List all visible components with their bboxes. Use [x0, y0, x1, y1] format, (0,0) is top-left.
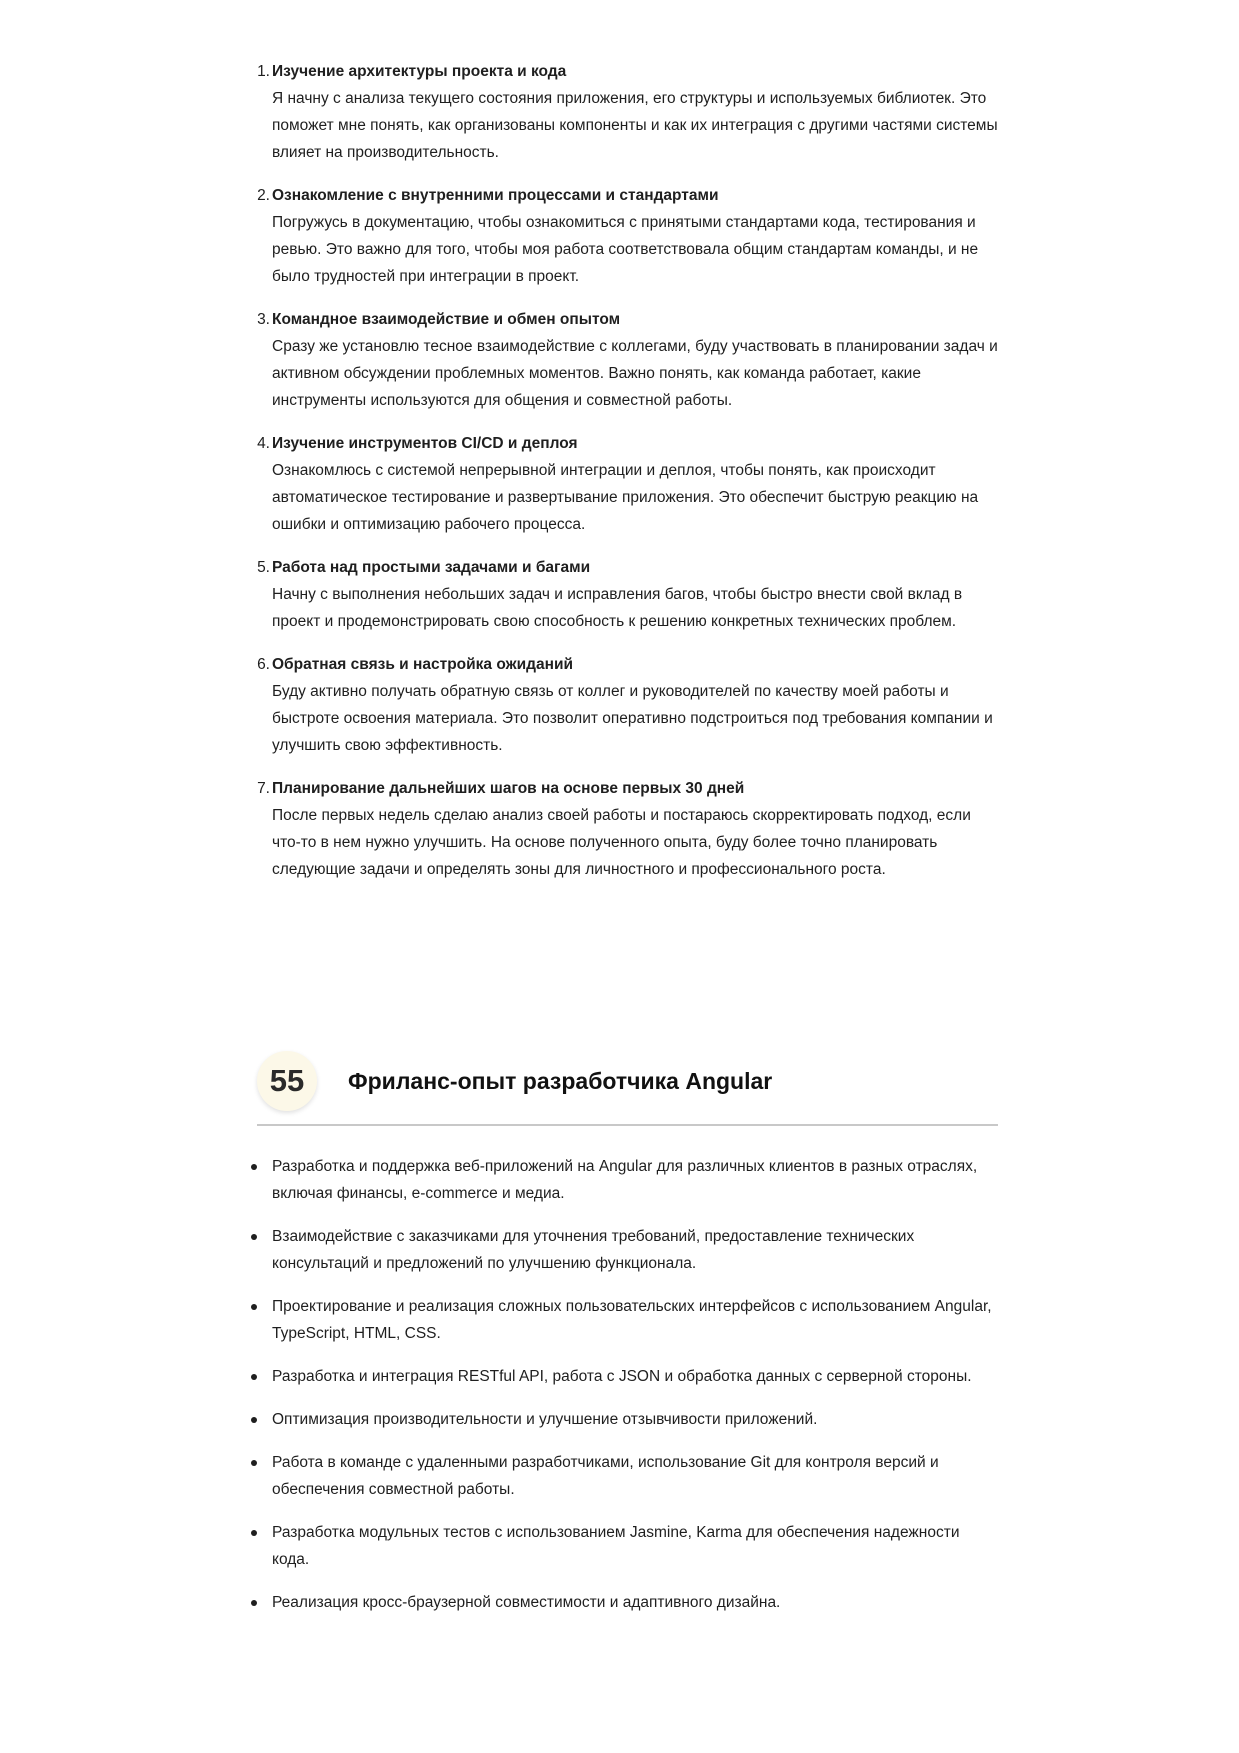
list-item	[272, 1153, 998, 1207]
list-item-title: Ознакомление с внутренними процессами и стандартами	[272, 187, 719, 204]
list-item-text: Разработка и интеграция RESTful API, работа с JSON и обработка данных с серверной стороны.	[272, 1368, 972, 1385]
list-item	[257, 306, 998, 414]
section-title: Фриланс-опыт разработчика Angular	[348, 1068, 773, 1094]
list-item-number: 2.	[257, 187, 270, 204]
bullet-icon	[251, 1417, 257, 1423]
list-item-text: Погружусь в документацию, чтобы ознакомиться с принятыми стандартами кода, тестирования и ревью. Это важно для того, чтобы моя работа соответствовала общим стандартам команды, и не было трудностей при интеграции в проект.	[272, 214, 979, 285]
list-item-text: Разработка модульных тестов с использованием Jasmine, Karma для обеспечения надежности кода.	[272, 1524, 960, 1568]
list-item-title: Обратная связь и настройка ожиданий	[272, 656, 574, 673]
bullet-icon	[251, 1304, 257, 1310]
list-item-number: 1.	[257, 63, 270, 80]
list-item-text: Разработка и поддержка веб-приложений на Angular для различных клиентов в разных отраслях, включая финансы, e-commerce и медиа.	[272, 1158, 978, 1202]
list-item-number: 7.	[257, 780, 270, 797]
list-item-number: 4.	[257, 435, 270, 452]
bullet-icon	[251, 1374, 257, 1380]
bullet-icon	[251, 1164, 257, 1170]
list-item-text: Начну с выполнения небольших задач и исправления багов, чтобы быстро внести свой вклад в проект и продемонстрировать свою способность к решению конкретных технических проблем.	[272, 586, 963, 630]
freelance-experience-list	[272, 1153, 998, 1632]
list-item-text: Реализация кросс-браузерной совместимости и адаптивного дизайна.	[272, 1594, 781, 1611]
list-item	[272, 1363, 998, 1390]
list-item	[272, 1449, 998, 1503]
list-item-title: Изучение архитектуры проекта и кода	[272, 63, 567, 80]
list-item-number: 3.	[257, 311, 270, 328]
list-item	[257, 182, 998, 290]
bullet-icon	[251, 1530, 257, 1536]
list-item-title: Изучение инструментов CI/CD и деплоя	[272, 435, 578, 452]
list-item-number: 5.	[257, 559, 270, 576]
onboarding-steps-list	[257, 58, 998, 899]
list-item	[257, 651, 998, 759]
list-item	[272, 1406, 998, 1433]
list-item-text: Работа в команде с удаленными разработчиками, использование Git для контроля версий и обеспечения совместной работы.	[272, 1454, 939, 1498]
section-number-badge: 55	[257, 1051, 317, 1111]
list-item-text: Оптимизация производительности и улучшение отзывчивости приложений.	[272, 1411, 818, 1428]
list-item	[257, 430, 998, 538]
list-item	[272, 1293, 998, 1347]
bullet-icon	[251, 1460, 257, 1466]
list-item	[272, 1223, 998, 1277]
list-item	[257, 554, 998, 635]
list-item-text: После первых недель сделаю анализ своей работы и постараюсь скорректировать подход, если что-то в нем нужно улучшить. На основе полученного опыта, буду более точно планировать следующие задачи и определять зоны для личностного и профессионального роста.	[272, 807, 971, 878]
list-item-text: Я начну с анализа текущего состояния приложения, его структуры и используемых библиотек. Это поможет мне понять, как организованы компоненты и как их интеграция с другими частями системы влияет на производительность.	[272, 90, 998, 161]
list-item-title: Планирование дальнейших шагов на основе первых 30 дней	[272, 780, 745, 797]
list-item	[272, 1589, 998, 1616]
list-item-text: Сразу же установлю тесное взаимодействие с коллегами, буду участвовать в планировании задач и активном обсуждении проблемных моментов. Важно понять, как команда работает, какие инструменты используются для общения и совместной работы.	[272, 338, 998, 409]
list-item	[257, 775, 998, 883]
list-item-text: Взаимодействие с заказчиками для уточнения требований, предоставление технических консультаций и предложений по улучшению функционала.	[272, 1228, 915, 1272]
list-item-title: Работа над простыми задачами и багами	[272, 559, 591, 576]
list-item	[272, 1519, 998, 1573]
list-item-text: Буду активно получать обратную связь от коллег и руководителей по качеству моей работы и быстроте освоения материала. Это позволит оперативно подстроиться под требования компании и улучшить свою эффективность.	[272, 683, 993, 754]
list-item-text: Ознакомлюсь с системой непрерывной интеграции и деплоя, чтобы понять, как происходит автоматическое тестирование и развертывание приложения. Это обеспечит быструю реакцию на ошибки и оптимизацию рабочего процесса.	[272, 462, 979, 533]
list-item	[257, 58, 998, 166]
list-item-text: Проектирование и реализация сложных пользовательских интерфейсов с использованием Angular, TypeScript, HTML, CSS.	[272, 1298, 992, 1342]
list-item-title: Командное взаимодействие и обмен опытом	[272, 311, 621, 328]
list-item-number: 6.	[257, 656, 270, 673]
bullet-icon	[251, 1234, 257, 1240]
section-header	[257, 1051, 998, 1126]
bullet-icon	[251, 1600, 257, 1606]
